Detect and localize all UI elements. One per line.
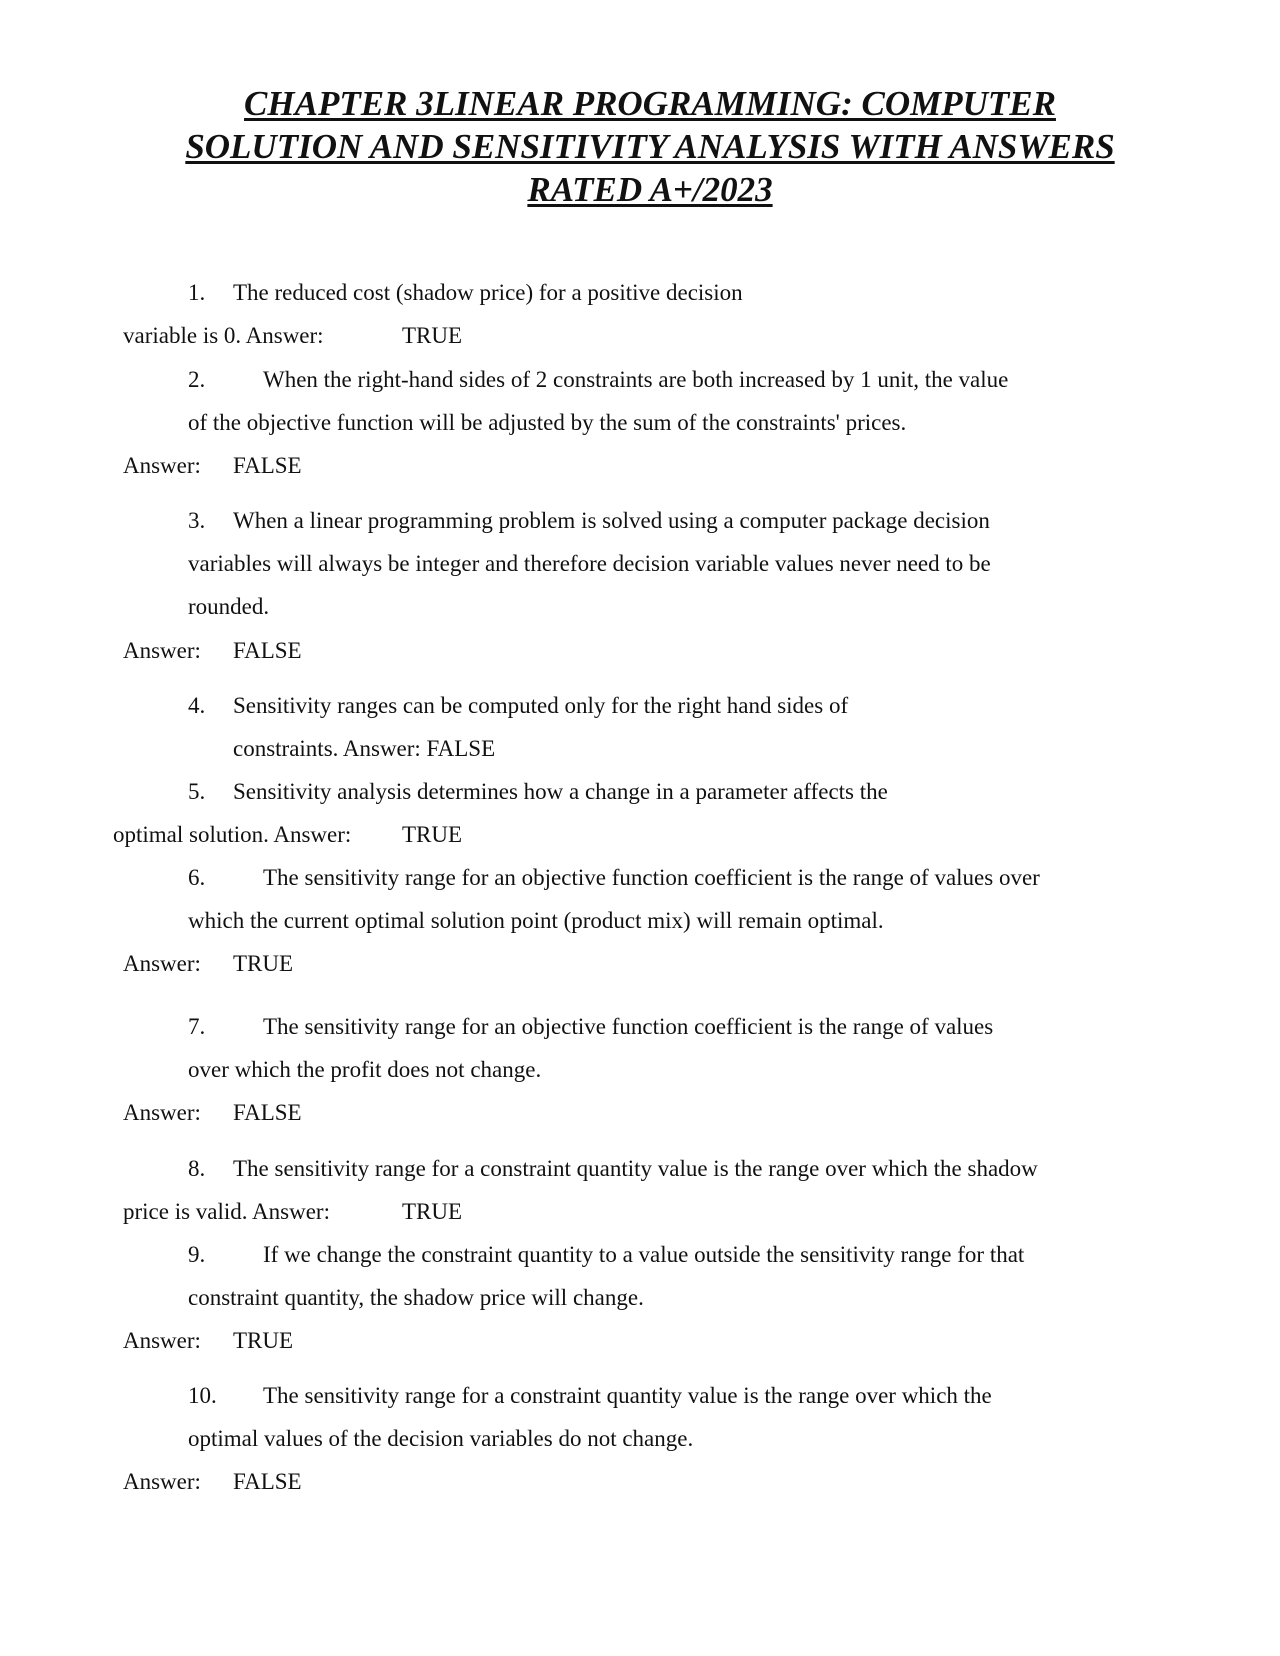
answer-label: Answer: [123,453,201,478]
question-text: constraint quantity, the shadow price will change. [188,1285,644,1310]
title-line-2: SOLUTION AND SENSITIVITY ANALYSIS WITH ANSWERS [185,127,1115,166]
answer-label: Answer: [123,1328,201,1353]
question-text: Sensitivity ranges can be computed only for the right hand sides of [233,693,849,718]
answer-value: TRUE [233,951,294,976]
question-text: optimal values of the decision variables do not change. [188,1426,694,1451]
answer-value: TRUE [402,323,463,348]
question-number: 5. [188,779,206,804]
question-text: When a linear programming problem is solved using a computer package decision [233,508,990,533]
answer-value: TRUE [402,822,463,847]
answer-label: Answer: [123,951,201,976]
question-text: When the right-hand sides of 2 constraints are both increased by 1 unit, the value [263,367,1009,392]
question-text: If we change the constraint quantity to a value outside the sensitivity range for that [263,1242,1025,1267]
answer-value: FALSE [233,638,302,663]
title-line-3: RATED A+/2023 [527,170,773,209]
answer-value: FALSE [233,1100,302,1125]
question-text: optimal solution. Answer: [113,822,352,847]
answer-value: TRUE [233,1328,294,1353]
question-text: variables will always be integer and therefore decision variable values never need to be [188,551,991,576]
question-number: 7. [188,1014,206,1039]
question-text: The reduced cost (shadow price) for a positive decision [233,280,743,305]
question-number: 8. [188,1156,206,1181]
question-number: 6. [188,865,206,890]
question-text: The sensitivity range for a constraint quantity value is the range over which the [263,1383,992,1408]
question-text: variable is 0. Answer: [123,323,324,348]
question-number: 2. [188,367,206,392]
question-text: over which the profit does not change. [188,1057,542,1082]
answer-value: TRUE [402,1199,463,1224]
question-number: 1. [188,280,206,305]
question-text: price is valid. Answer: [123,1199,330,1224]
question-text: which the current optimal solution point (product mix) will remain optimal. [188,908,884,933]
question-text: The sensitivity range for a constraint quantity value is the range over which the shadow [233,1156,1038,1181]
question-number: 9. [188,1242,206,1267]
question-text: of the objective function will be adjusted by the sum of the constraints' prices. [188,410,907,435]
answer-label: Answer: [123,1469,201,1494]
question-text: Sensitivity analysis determines how a change in a parameter affects the [233,779,888,804]
question-text: The sensitivity range for an objective function coefficient is the range of values over [263,865,1040,890]
answer-label: Answer: [123,638,201,663]
answer-label: Answer: [123,1100,201,1125]
question-text: The sensitivity range for an objective function coefficient is the range of values [263,1014,994,1039]
answer-value: FALSE [233,453,302,478]
question-text: rounded. [188,594,270,619]
question-number: 4. [188,693,206,718]
question-number: 3. [188,508,206,533]
document-title [130,82,1170,211]
answer-value: FALSE [233,1469,302,1494]
question-number: 10. [188,1383,217,1408]
title-line-1: CHAPTER 3LINEAR PROGRAMMING: COMPUTER [244,84,1056,123]
question-text: constraints. Answer: FALSE [233,736,496,761]
